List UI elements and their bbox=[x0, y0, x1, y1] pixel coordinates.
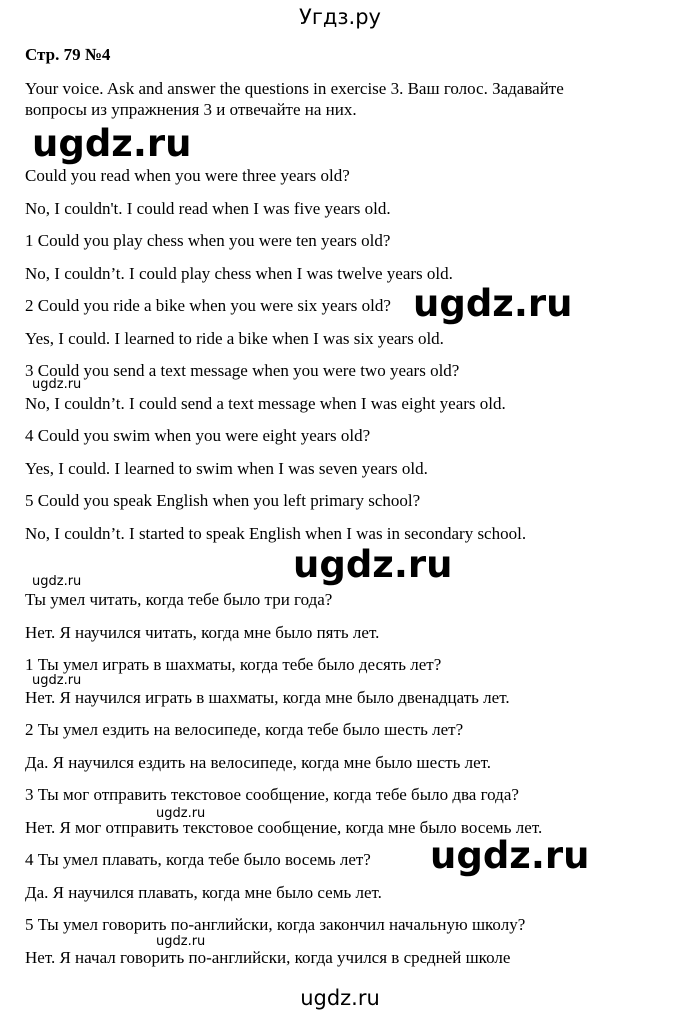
english-line: Yes, I could. I learned to swim when I was seven years old. bbox=[25, 459, 428, 478]
russian-line: Ты умел читать, когда тебе было три года? bbox=[25, 590, 333, 609]
site-header: Угдз.ру bbox=[299, 5, 381, 29]
english-line: 5 Could you speak English when you left primary school? bbox=[25, 491, 421, 510]
russian-line: 2 Ты умел ездить на велосипеде, когда тебе было шесть лет? bbox=[25, 720, 464, 739]
russian-line: Да. Я научился плавать, когда мне было семь лет. bbox=[25, 883, 382, 902]
english-line: No, I couldn’t. I could play chess when I was twelve years old. bbox=[25, 264, 453, 283]
english-line: No, I couldn’t. I started to speak English when I was in secondary school. bbox=[25, 524, 527, 543]
english-line: 4 Could you swim when you were eight years old? bbox=[25, 426, 371, 445]
russian-line: 5 Ты умел говорить по-английски, когда закончил начальную школу? bbox=[25, 915, 526, 934]
russian-line: Нет. Я научился играть в шахматы, когда мне было двенадцать лет. bbox=[25, 688, 510, 707]
watermark-large: ugdz.ru bbox=[293, 543, 453, 586]
english-line: No, I couldn't. I could read when I was five years old. bbox=[25, 199, 391, 218]
russian-line: 4 Ты умел плавать, когда тебе было восемь лет? bbox=[25, 850, 371, 869]
english-line: 3 Could you send a text message when you were two years old? bbox=[25, 361, 460, 380]
watermark-large: ugdz.ru bbox=[413, 282, 573, 325]
russian-line: Нет. Я научился читать, когда мне было пять лет. bbox=[25, 623, 380, 642]
site-footer: ugdz.ru bbox=[300, 986, 380, 1010]
watermark-large: ugdz.ru bbox=[32, 122, 192, 165]
english-line: No, I couldn’t. I could send a text message when I was eight years old. bbox=[25, 394, 506, 413]
page-title: Стр. 79 №4 bbox=[25, 45, 111, 64]
watermark-small: ugdz.ru bbox=[32, 574, 82, 589]
english-line: 2 Could you ride a bike when you were six years old? bbox=[25, 296, 391, 315]
watermark-small: ugdz.ru bbox=[156, 934, 206, 949]
russian-line: Нет. Я мог отправить текстовое сообщение, когда мне было восемь лет. bbox=[25, 818, 543, 837]
watermark-small: ugdz.ru bbox=[156, 806, 206, 821]
russian-line: 1 Ты умел играть в шахматы, когда тебе было десять лет? bbox=[25, 655, 442, 674]
watermark-small: ugdz.ru bbox=[32, 673, 82, 688]
russian-line: 3 Ты мог отправить текстовое сообщение, когда тебе было два года? bbox=[25, 785, 519, 804]
english-line: 1 Could you play chess when you were ten years old? bbox=[25, 231, 391, 250]
english-line: Could you read when you were three years old? bbox=[25, 166, 350, 185]
watermark-small: ugdz.ru bbox=[32, 377, 82, 392]
russian-line: Да. Я научился ездить на велосипеде, когда мне было шесть лет. bbox=[25, 753, 492, 772]
russian-line: Нет. Я начал говорить по-английски, когда учился в средней школе bbox=[25, 948, 511, 967]
task-instruction: Your voice. Ask and answer the questions in exercise 3. Ваш голос. Задавайте вопросы из упражнения 3 и отвечайте на них. bbox=[25, 79, 564, 119]
watermark-large: ugdz.ru bbox=[430, 834, 590, 877]
english-line: Yes, I could. I learned to ride a bike when I was six years old. bbox=[25, 329, 444, 348]
